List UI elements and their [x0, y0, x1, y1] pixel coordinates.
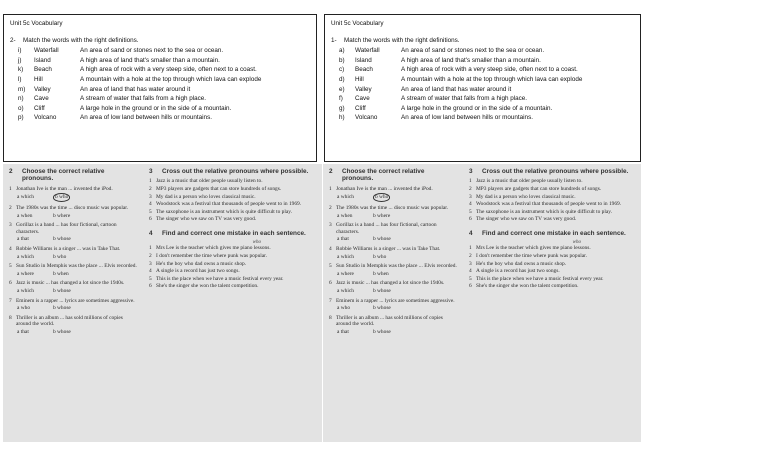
exercise-item: [329, 246, 457, 253]
item-number: 4: [9, 245, 12, 252]
exercise-item: [149, 194, 319, 201]
answer-options: [9, 271, 137, 278]
vocab-row: [10, 75, 310, 85]
exercise-title: Cross out the relative pronouns where possible.: [162, 168, 309, 175]
answer-options: [9, 193, 137, 202]
exercise-item: [9, 263, 137, 270]
vocab-word: Valley: [355, 85, 372, 93]
item-text: The saxophone is an instrument which is quite difficult to play.: [476, 208, 612, 215]
vocab-word: Hill: [34, 75, 43, 83]
vocab-letter: e): [339, 85, 345, 93]
handwritten-correction: who: [572, 240, 581, 246]
exercise-2-heading: [9, 168, 137, 183]
exercise-2-column: [9, 168, 137, 339]
exercise-number: 3: [469, 168, 473, 175]
vocab-row: [331, 46, 634, 56]
vocab-definition: A high area of land that's smaller than a mountain.: [80, 56, 220, 64]
item-number: 3: [469, 193, 472, 200]
worksheet-scan-right: [323, 164, 641, 442]
option-b: b who: [53, 253, 67, 260]
exercise-item: [469, 201, 639, 208]
vocab-letter: j): [18, 56, 22, 64]
answer-options: [329, 329, 457, 336]
vocab-word: Cave: [355, 95, 370, 103]
vocab-row: [10, 46, 310, 56]
item-text: A single is a record has just two songs.: [156, 268, 240, 275]
item-text: Gorillaz is a band ... has four fictional, cartoon characters.: [336, 222, 437, 235]
option-a: a that: [17, 236, 29, 243]
option-b: b when: [373, 270, 389, 277]
answer-options: [329, 254, 457, 261]
exercise-item: [469, 194, 639, 201]
item-number: 7: [9, 297, 12, 304]
option-b: b whose: [373, 328, 391, 335]
exercise-number: 2: [329, 168, 333, 175]
option-b: b whose: [373, 236, 391, 243]
vocab-word: Valley: [34, 85, 51, 93]
option-b: b whose: [53, 287, 71, 294]
vocab-word: Cliff: [34, 104, 45, 112]
exercise-item: [9, 315, 137, 328]
option-b: b whose: [373, 287, 391, 294]
vocab-row: [10, 104, 310, 114]
option-a: a that: [337, 236, 349, 243]
exercise-3-4-column: [469, 168, 639, 291]
exercise-item: [469, 186, 639, 193]
option-a: a which: [337, 287, 354, 294]
vocab-title: Unit 5c Vocabulary: [331, 20, 384, 27]
answer-options: [9, 213, 137, 220]
option-a: a when: [337, 212, 353, 219]
item-text: Thriller is an album ... has sold millions of copies around the world.: [336, 314, 443, 328]
exercise-item: [329, 280, 457, 287]
exercise-item: [149, 186, 319, 193]
vocab-letter: h): [339, 114, 345, 122]
option-a: a when: [17, 212, 33, 219]
vocab-row: [331, 56, 634, 66]
item-text: A single is a record has just two songs.: [476, 268, 560, 275]
vocab-letter: i): [18, 47, 22, 55]
exercise-item: [329, 298, 457, 305]
exercise-item: [9, 222, 137, 235]
item-text: Jazz is a music that older people usually listen to.: [476, 178, 583, 185]
answer-options: [329, 271, 457, 278]
vocab-word: Island: [355, 56, 372, 64]
option-b: b who: [373, 253, 387, 260]
vocab-row: [331, 104, 634, 114]
item-number: 3: [149, 260, 152, 267]
handwritten-correction: who: [252, 240, 261, 246]
worksheet-scan-left: [3, 164, 322, 442]
exercise-item: [329, 263, 457, 270]
exercise-number: 4: [149, 229, 153, 237]
exercise-item: [149, 245, 319, 252]
vocab-box-left: [3, 14, 317, 162]
option-b: b whose: [53, 305, 71, 312]
answer-options: [9, 254, 137, 261]
item-text: Eminem is a rapper ... lyrics are sometimes aggressive.: [16, 297, 135, 304]
exercise-3-heading: [469, 168, 639, 175]
exercise-title: Cross out the relative pronouns where possible.: [482, 168, 629, 175]
item-number: 3: [329, 222, 332, 229]
option-b: b who: [55, 194, 69, 201]
item-text: She's the singer she won the talent competition.: [476, 283, 579, 290]
vocab-definition: A high area of rock with a very steep side, often next to a coast.: [80, 66, 257, 74]
option-a: a that: [17, 328, 29, 335]
item-text: The singer who we saw on TV was very good.: [476, 216, 577, 223]
exercise-4-heading: [149, 230, 319, 237]
item-text: Jazz is music ... has changed a lot since the 1940s.: [16, 280, 125, 287]
item-text: He's the boy who dad owns a music shop.: [156, 260, 247, 267]
vocab-row: [10, 56, 310, 66]
exercise-item: [329, 186, 457, 193]
vocab-definition: A large hole in the ground or in the side of a mountain.: [80, 104, 232, 112]
item-number: 2: [469, 252, 472, 259]
vocab-letter: p): [18, 114, 24, 122]
item-number: 8: [9, 314, 12, 321]
exercise-item: [149, 276, 319, 283]
option-b: b whose: [53, 328, 71, 335]
vocab-row: [10, 113, 310, 123]
exercise-item: [9, 205, 137, 212]
exercise-title: Choose the correct relative pronouns.: [22, 168, 105, 183]
option-b: b when: [53, 270, 69, 277]
vocab-word: Volcano: [355, 114, 378, 122]
vocab-word: Cave: [34, 95, 49, 103]
vocab-row: [331, 94, 634, 104]
answer-options: [329, 288, 457, 295]
item-number: 4: [469, 268, 472, 275]
exercise-item: [149, 178, 319, 185]
item-text: Jonathan Ive is the man ... invented the iPod.: [336, 185, 433, 192]
vocab-letter: g): [339, 104, 345, 112]
item-text: Gorillaz is a band ... has four fictional, cartoon characters.: [16, 222, 117, 235]
vocab-definition: A high area of land that's smaller than a mountain.: [401, 56, 541, 64]
item-number: 1: [469, 245, 472, 252]
exercise-item: [469, 216, 639, 223]
item-text: The 1980s was the time ... disco music was popular.: [336, 205, 449, 211]
item-number: 6: [469, 283, 472, 290]
item-text: This is the place when we have a music festival every year.: [156, 275, 284, 282]
vocab-letter: m): [18, 85, 26, 93]
item-number: 5: [149, 275, 152, 282]
item-number: 2: [149, 252, 152, 259]
vocab-letter: o): [18, 104, 24, 112]
item-number: 5: [469, 275, 472, 282]
option-a: a which: [17, 194, 34, 201]
item-text: Thriller is an album ... has sold millions of copies around the world.: [16, 314, 123, 328]
vocab-row: [331, 85, 634, 95]
exercise-number: 2: [9, 168, 13, 175]
item-text: Eminem is a rapper ... lyrics are sometimes aggressive.: [336, 297, 455, 304]
item-text: Jazz is music ... has changed a lot since the 1940s.: [336, 280, 445, 287]
exercise-item: [469, 276, 639, 283]
item-text: The singer who we saw on TV was very good.: [156, 216, 257, 223]
item-text: Jonathan Ive is the man ... invented the iPod.: [16, 185, 113, 192]
exercise-item: [469, 268, 639, 275]
exercise-item: [149, 201, 319, 208]
option-a: a where: [337, 270, 354, 277]
option-b: b where: [373, 212, 391, 219]
vocab-definition: A mountain with a hole at the top through which lava can explode: [80, 75, 262, 83]
item-number: 4: [469, 201, 472, 208]
item-text: MP3 players are gadgets that can store hundreds of songs.: [156, 186, 282, 192]
item-number: 1: [329, 185, 332, 192]
exercise-item: [149, 253, 319, 260]
exercise-item: [149, 283, 319, 290]
item-number: 6: [149, 216, 152, 223]
vocab-definition: An area of land that has water around it: [401, 85, 512, 93]
vocab-word: Island: [34, 56, 51, 64]
vocab-definition: An area of sand or stones next to the sea or ocean.: [401, 47, 545, 55]
vocab-word: Volcano: [34, 114, 57, 122]
exercise-title: Find and correct one mistake in each sentence.: [482, 229, 626, 237]
vocab-word: Hill: [355, 75, 364, 83]
vocab-definition: An area of sand or stones next to the sea or ocean.: [80, 47, 224, 55]
exercise-item: [149, 216, 319, 223]
option-a: a which: [337, 194, 354, 201]
option-b: b who: [375, 194, 389, 201]
vocab-letter: n): [18, 95, 24, 103]
answer-options: [9, 236, 137, 243]
item-number: 6: [329, 280, 332, 287]
exercise-item: [469, 283, 639, 290]
item-number: 2: [469, 186, 472, 192]
item-number: 5: [469, 208, 472, 215]
item-text: Mrs Lee is the teacher which gives me piano lessons.: [476, 245, 591, 252]
item-text: Woodstock was a festival that thousands of people went to in 1969.: [476, 201, 622, 208]
vocab-row: [10, 85, 310, 95]
option-a: a who: [337, 305, 351, 312]
item-number: 3: [149, 193, 152, 200]
exercise-number: 4: [469, 229, 473, 237]
item-text: Woodstock was a festival that thousands of people went to in 1969.: [156, 201, 302, 208]
item-number: 5: [9, 263, 12, 270]
exercise-item: [469, 245, 639, 252]
vocab-row: [10, 94, 310, 104]
item-text: The saxophone is an instrument which is quite difficult to play.: [156, 208, 292, 215]
exercise-item: [469, 253, 639, 260]
exercise-item: [329, 205, 457, 212]
vocab-word: Cliff: [355, 104, 366, 112]
item-number: 4: [149, 201, 152, 208]
item-number: 3: [469, 260, 472, 267]
item-text: She's the singer she won the talent competition.: [156, 283, 259, 290]
answer-options: [329, 213, 457, 220]
vocab-instruction: 2- Match the words with the right definitions.: [10, 36, 139, 44]
item-number: 6: [9, 280, 12, 287]
vocab-letter: d): [339, 75, 345, 83]
vocab-word: Waterfall: [355, 47, 380, 55]
item-number: 1: [149, 245, 152, 252]
item-number: 7: [329, 297, 332, 304]
vocab-letter: b): [339, 56, 345, 64]
vocab-letter: k): [18, 66, 24, 74]
item-text: Mrs Lee is the teacher which gives me piano lessons.: [156, 245, 271, 252]
item-number: 1: [9, 185, 12, 192]
item-text: My dad is a person who loves classical music.: [156, 193, 256, 200]
item-number: 3: [9, 222, 12, 229]
item-text: Robbie Williams is a singer ... was in Take That.: [336, 245, 441, 252]
exercise-item: [149, 209, 319, 216]
exercise-item: [469, 178, 639, 185]
answer-options: [9, 288, 137, 295]
item-text: Sun Studio in Memphis was the place ... Elvis recorded.: [336, 263, 457, 270]
option-a: a where: [17, 270, 34, 277]
item-text: He's the boy who dad owns a music shop.: [476, 260, 567, 267]
exercise-item: [469, 209, 639, 216]
item-text: I don't remember the time where punk was popular.: [476, 252, 587, 259]
vocab-definition: A stream of water that falls from a high place.: [401, 95, 527, 103]
item-number: 5: [149, 208, 152, 215]
item-number: 6: [149, 283, 152, 290]
item-text: Sun Studio in Memphis was the place ... Elvis recorded.: [16, 263, 137, 270]
vocab-row: [10, 65, 310, 75]
item-text: Robbie Williams is a singer ... was in Take That.: [16, 245, 121, 252]
vocab-instruction: 1- Match the words with the right definitions.: [331, 36, 460, 44]
exercise-item: [329, 315, 457, 328]
exercise-number: 3: [149, 168, 153, 175]
vocab-letter: f): [339, 95, 343, 103]
option-a: a which: [17, 253, 34, 260]
item-number: 4: [149, 268, 152, 275]
vocab-box-right: [324, 14, 641, 162]
item-number: 5: [329, 263, 332, 270]
option-a: a who: [17, 305, 31, 312]
exercise-item: [149, 268, 319, 275]
option-a: a which: [17, 287, 34, 294]
answer-options: [329, 236, 457, 243]
vocab-row: [331, 75, 634, 85]
vocab-definition: A large hole in the ground or in the side of a mountain.: [401, 104, 553, 112]
vocab-row: [331, 113, 634, 123]
exercise-item: [9, 246, 137, 253]
exercise-2-heading: [329, 168, 457, 183]
vocab-definition: A stream of water that falls from a high place.: [80, 95, 206, 103]
item-number: 6: [469, 216, 472, 223]
exercise-item: [9, 186, 137, 193]
vocab-title: Unit 5c Vocabulary: [10, 20, 63, 27]
answer-options: [9, 305, 137, 312]
vocab-row: [331, 65, 634, 75]
item-text: My dad is a person who loves classical music.: [476, 193, 576, 200]
vocab-letter: l): [18, 75, 22, 83]
exercise-item: [329, 222, 457, 235]
vocab-definition: A mountain with a hole at the top through which lava can explode: [401, 75, 583, 83]
exercise-4-heading: [469, 230, 639, 237]
vocab-definition: A high area of rock with a very steep side, often next to a coast.: [401, 66, 578, 74]
exercise-item: [469, 261, 639, 268]
item-text: Jazz is a music that older people usually listen to.: [156, 178, 263, 185]
vocab-definition: An area of land that has water around it: [80, 85, 191, 93]
exercise-item: [9, 280, 137, 287]
item-text: The 1980s was the time ... disco music was popular.: [16, 205, 129, 211]
option-b: b whose: [53, 236, 71, 243]
option-a: a that: [337, 328, 349, 335]
item-number: 2: [149, 186, 152, 192]
item-number: 1: [469, 178, 472, 185]
option-a: a which: [337, 253, 354, 260]
item-number: 1: [149, 178, 152, 185]
exercise-3-heading: [149, 168, 319, 175]
exercise-item: [149, 261, 319, 268]
item-text: MP3 players are gadgets that can store hundreds of songs.: [476, 186, 602, 192]
vocab-letter: a): [339, 47, 345, 55]
vocab-word: Beach: [34, 66, 52, 74]
exercise-item: [9, 298, 137, 305]
vocab-letter: c): [339, 66, 345, 74]
item-number: 8: [329, 314, 332, 321]
item-number: 2: [9, 205, 12, 211]
exercise-title: Choose the correct relative pronouns.: [342, 168, 425, 183]
answer-options: [9, 329, 137, 336]
answer-options: [329, 305, 457, 312]
item-number: 2: [329, 205, 332, 211]
vocab-word: Waterfall: [34, 47, 59, 55]
item-text: This is the place when we have a music festival every year.: [476, 275, 604, 282]
answer-options: [329, 193, 457, 202]
exercise-3-4-column: [149, 168, 319, 291]
option-b: b whose: [373, 305, 391, 312]
vocab-definition: An area of low land between hills or mountains.: [401, 114, 533, 122]
exercise-2-column: [329, 168, 457, 339]
vocab-definition: An area of low land between hills or mountains.: [80, 114, 212, 122]
option-b: b where: [53, 212, 71, 219]
vocab-word: Beach: [355, 66, 373, 74]
item-text: I don't remember the time where punk was popular.: [156, 252, 267, 259]
item-number: 4: [329, 245, 332, 252]
exercise-title: Find and correct one mistake in each sentence.: [162, 229, 306, 237]
